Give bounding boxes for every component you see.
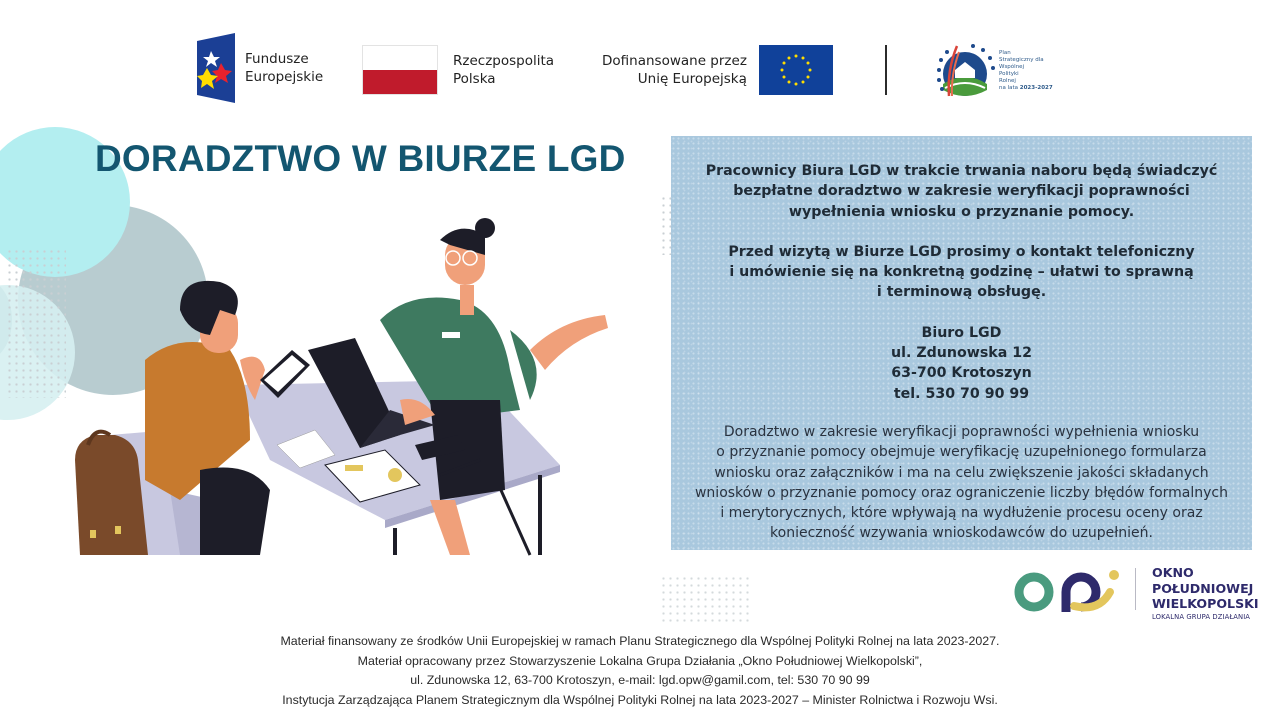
office-phone: tel. 530 70 90 99 (893, 385, 1030, 402)
fundusze-line1: Fundusze (245, 51, 309, 67)
footer-line: ul. Zdunowska 12, 63-700 Krotoszyn, e-mail: lgd.opw@gamil.com, tel: 530 70 90 99 (410, 673, 870, 687)
psp-text: Plan Strategiczny dla Wspólnej Polityki Rolnej na lata 2023-2027 (999, 50, 1053, 91)
consultation-illustration (60, 210, 620, 560)
psp-emblem-icon (933, 40, 995, 102)
opw-name: OKNO POŁUDNIOWEJ WIELKOPOLSKI (1152, 565, 1259, 611)
office-name: Biuro LGD (921, 324, 1002, 341)
eu-flag-icon (759, 45, 833, 95)
logo-bar (0, 0, 1280, 120)
footer-line: Materiał finansowany ze środków Unii Europejskiej w ramach Planu Strategicznego dla Wspólnej Polityki Rolnej na lata 2023-2027. (280, 634, 1000, 648)
scope-paragraph: Doradztwo w zakresie weryfikacji poprawności wypełnienia wniosku o przyznanie pomocy obejmuje weryfikację uzupełnionego formularza wniosku oraz załączników i ma na celu zwiększenie jakości składanych wniosków o przyznanie pomocy oraz ograniczenie liczby błędów formalnych i merytorycznych, które wpływają na wydłużenie procesu oceny oraz konieczność wzywania wnioskodawców do uzupełnień. (694, 423, 1228, 542)
page-title: DORADZTWO W BIURZE LGD (95, 138, 626, 179)
polish-flag-icon (362, 45, 438, 95)
fundusze-europejskie-logo (197, 33, 323, 103)
office-address (671, 323, 1252, 404)
info-panel (671, 136, 1252, 550)
opw-logo-icon (1014, 562, 1124, 624)
fundusze-line2: Europejskie (245, 69, 324, 85)
office-street: ul. Zdunowska 12 (891, 345, 1032, 362)
okno-poludniowej-wielkopolski-logo (1014, 562, 1259, 624)
rzeczpospolita-line1: Rzeczpospolita (453, 53, 555, 69)
footer-line: Materiał opracowany przez Stowarzyszenie Lokalna Grupa Działania „Okno Południowej Wielkopolski”, (357, 653, 923, 668)
rzeczpospolita-line2: Polska (453, 71, 496, 87)
fundusze-europejskie-icon (197, 33, 235, 103)
opw-subtitle: LOKALNA GRUPA DZIAŁANIA (1152, 613, 1251, 621)
decor-dots (6, 248, 66, 398)
eu-line2: Unię Europejską (637, 71, 747, 87)
contact-request-paragraph: Przed wizytą w Biurze LGD prosimy o kontakt telefoniczny i umówienie się na konkretną godzinę – ułatwi to sprawną i terminową obsługę. (728, 243, 1195, 301)
decor-dots (660, 575, 750, 625)
eu-cofinanced-logo (602, 45, 833, 95)
intro-paragraph: Pracownicy Biura LGD w trakcie trwania naboru będą świadczyć bezpłatne doradztwo w zakresie weryfikacji poprawności wypełnienia wniosku o przyznanie pomocy. (705, 163, 1218, 220)
logo-divider (885, 45, 887, 95)
office-city: 63-700 Krotoszyn (891, 365, 1032, 382)
footer-line: Instytucja Zarządzająca Planem Strategicznym dla Wspólnej Polityki Rolnej na lata 2023-2027 – Minister Rolnictwa i Rozwoju Wsi. (282, 692, 998, 707)
rzeczpospolita-logo (362, 45, 554, 95)
psp-logo (933, 40, 1053, 102)
eu-line1: Dofinansowane przez (602, 53, 747, 69)
footer (0, 632, 1280, 710)
opw-divider (1135, 568, 1136, 610)
